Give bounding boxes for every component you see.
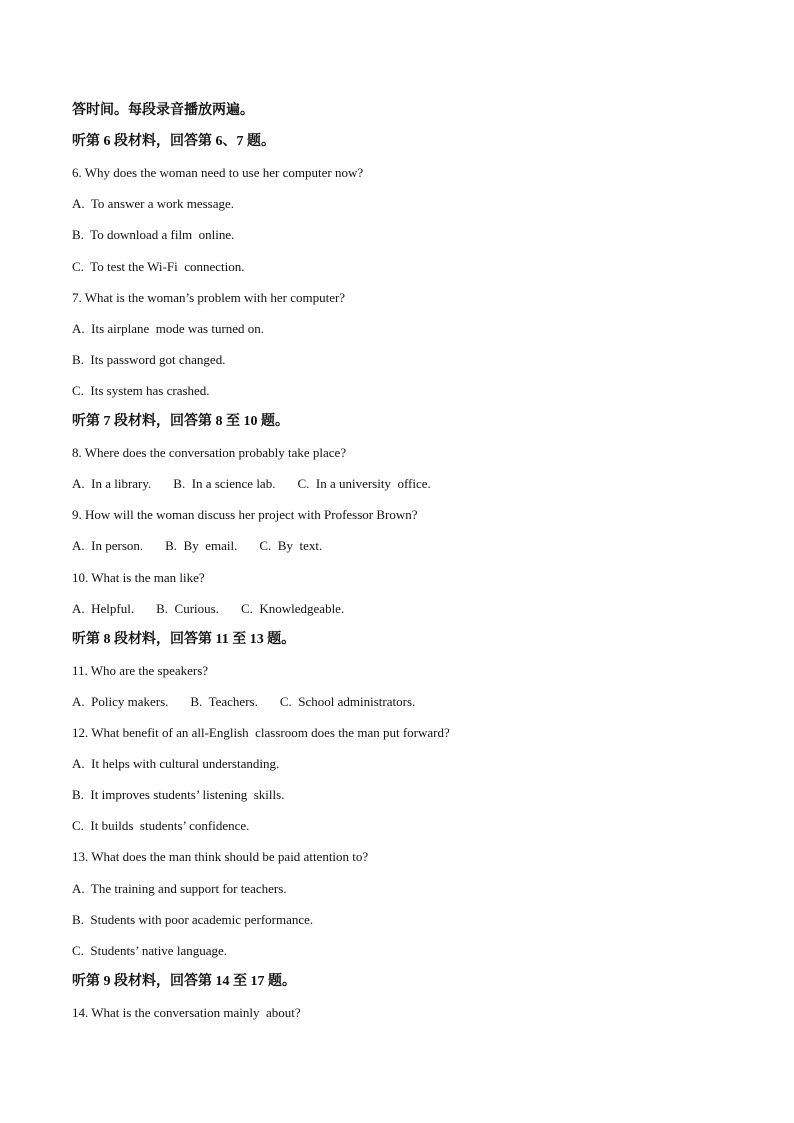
- answer-option: C. Its system has crashed.: [72, 382, 210, 398]
- answer-option: B. Students with poor academic performance.: [72, 911, 314, 927]
- answer-option: C. Knowledgeable.: [240, 600, 345, 616]
- question-text: 13. What does the man think should be paid attention to?: [72, 849, 369, 865]
- answer-option: C. Students’ native language.: [72, 942, 228, 958]
- answer-option: A. Helpful.: [72, 600, 135, 616]
- answer-option: A. To answer a work message.: [72, 196, 235, 212]
- question-text: 10. What is the man like?: [72, 569, 205, 585]
- answer-option: A. It helps with cultural understanding.: [72, 756, 280, 772]
- answer-option: B. It improves students’ listening skills.: [72, 787, 285, 803]
- answer-options-row: [72, 601, 344, 617]
- answer-options-row: [72, 694, 415, 710]
- answer-option: A. Policy makers.: [72, 693, 169, 709]
- section-heading: 答时间。每段录音播放两遍。: [72, 103, 254, 118]
- question-text: 7. What is the woman’s problem with her computer?: [72, 289, 346, 305]
- answer-option: B. Curious.: [156, 600, 219, 616]
- section-heading: 听第 7 段材料，回答第 8 至 10 题。: [72, 414, 289, 429]
- answer-options-row: [72, 538, 322, 554]
- answer-option: C. School administrators.: [279, 693, 416, 709]
- question-text: 11. Who are the speakers?: [72, 662, 209, 678]
- answer-option: C. To test the Wi-Fi connection.: [72, 258, 245, 274]
- answer-option: A. In a library.: [72, 476, 152, 492]
- answer-option: B. To download a film online.: [72, 227, 235, 243]
- section-heading: 听第 9 段材料，回答第 14 至 17 题。: [72, 973, 296, 989]
- answer-option: B. Teachers.: [190, 693, 258, 709]
- question-text: 6. Why does the woman need to use her computer now?: [72, 165, 364, 181]
- answer-option: B. Its password got changed.: [72, 351, 226, 367]
- section-heading: 听第 6 段材料，回答第 6、7 题。: [72, 134, 275, 150]
- answer-option: C. By text.: [259, 538, 323, 554]
- section-heading: 听第 8 段材料，回答第 11 至 13 题。: [72, 631, 296, 647]
- question-text: 12. What benefit of an all-English classroom does the man put forward?: [72, 725, 450, 740]
- answer-option: C. In a university office.: [297, 476, 431, 492]
- question-text: 8. Where does the conversation probably take place?: [72, 445, 347, 461]
- answer-option: A. The training and support for teachers.: [72, 880, 287, 896]
- answer-option: A. In person.: [72, 538, 144, 554]
- answer-option: B. By email.: [165, 538, 238, 554]
- answer-option: A. Its airplane mode was turned on.: [72, 320, 265, 336]
- answer-option: C. It builds students’ confidence.: [72, 818, 250, 834]
- answer-option: B. In a science lab.: [173, 476, 276, 492]
- question-text: 9. How will the woman discuss her project with Professor Brown?: [72, 507, 418, 523]
- question-text: 14. What is the conversation mainly about?: [72, 1004, 301, 1020]
- answer-options-row: [72, 476, 431, 492]
